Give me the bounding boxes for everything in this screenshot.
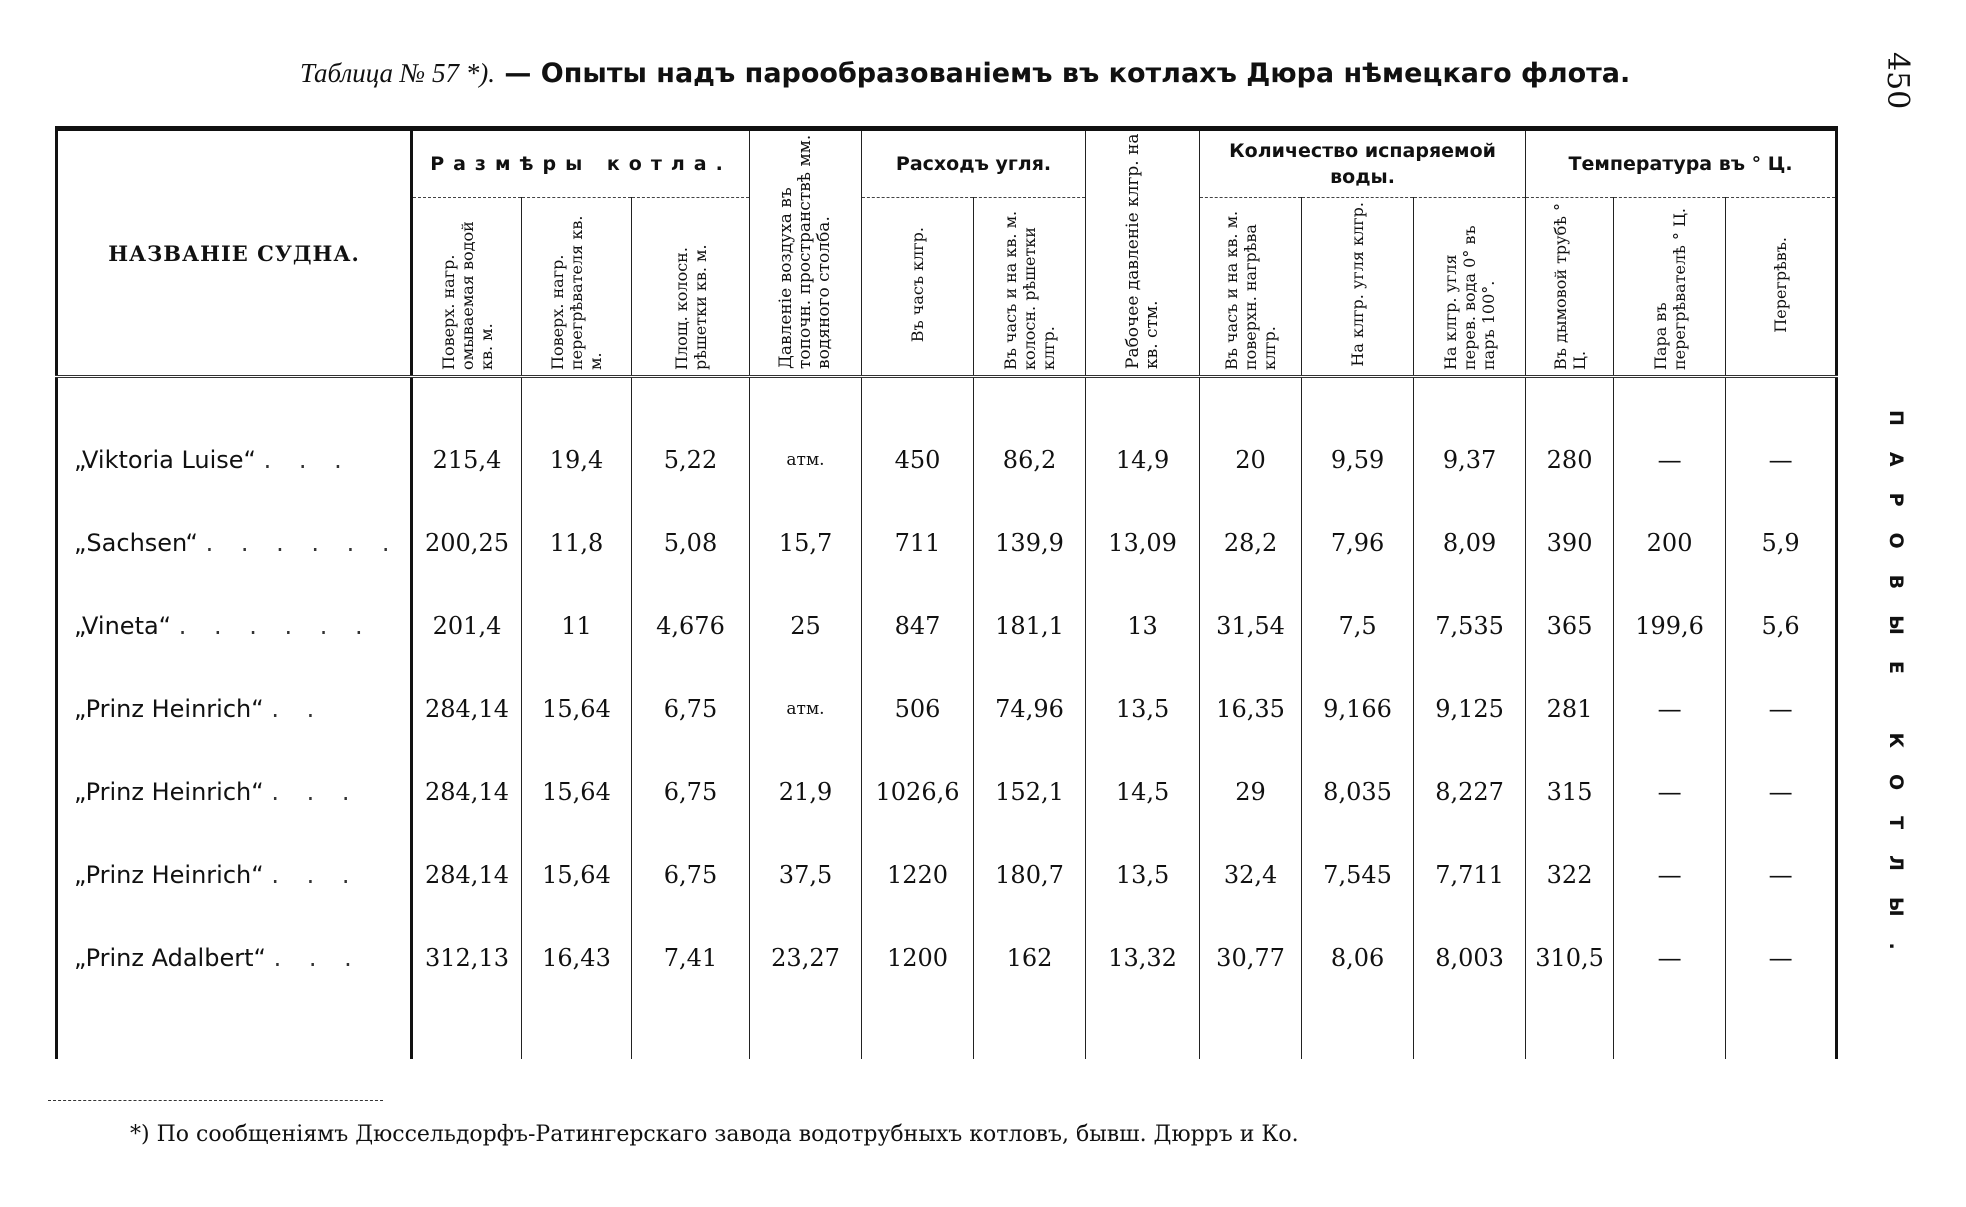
table-title <box>300 58 1680 89</box>
cell-coal-per-grate: 139,9 <box>974 501 1086 584</box>
cell-water-per-surface: 28,2 <box>1200 501 1302 584</box>
cell-water-converted: 7,535 <box>1414 584 1526 667</box>
cell-coal-per-hour: 506 <box>862 667 974 750</box>
water-evaporated-header: Количество испаряемой воды. <box>1200 129 1526 198</box>
cell-superheat: 5,9 <box>1726 501 1837 584</box>
cell-heat-surface: 284,14 <box>412 667 522 750</box>
cell-superheat: — <box>1726 833 1837 916</box>
table-row <box>57 584 1837 667</box>
cell-water-per-coal: 9,166 <box>1302 667 1414 750</box>
cell-steam-temp: — <box>1614 418 1726 501</box>
cell-grate-area: 7,41 <box>632 916 750 999</box>
cell-air-pressure: 25 <box>750 584 862 667</box>
cell-grate-area: 6,75 <box>632 750 750 833</box>
cell-water-per-surface: 32,4 <box>1200 833 1302 916</box>
cell-water-per-coal: 7,96 <box>1302 501 1414 584</box>
cell-coal-per-grate: 162 <box>974 916 1086 999</box>
coal-per-grate-header: Въ часъ и на кв. м. колосн. рѣшетки клгр. <box>974 198 1086 377</box>
footnote-divider <box>48 1100 383 1101</box>
cell-coal-per-hour: 450 <box>862 418 974 501</box>
coal-per-hour-header: Въ часъ клгр. <box>862 198 974 377</box>
coal-consumption-header: Расходъ угля. <box>862 129 1086 198</box>
cell-water-converted: 7,711 <box>1414 833 1526 916</box>
cell-grate-area: 5,22 <box>632 418 750 501</box>
cell-steam-temp: — <box>1614 667 1726 750</box>
cell-superheat: — <box>1726 418 1837 501</box>
cell-grate-area: 5,08 <box>632 501 750 584</box>
steam-generation-table <box>55 126 1838 1059</box>
cell-steam-temp: 200 <box>1614 501 1726 584</box>
cell-water-converted: 8,227 <box>1414 750 1526 833</box>
cell-heat-surface: 312,13 <box>412 916 522 999</box>
superheat-header: Перегрѣвъ. <box>1726 198 1837 377</box>
cell-heat-surface: 284,14 <box>412 833 522 916</box>
running-head: ПАРОВЫЕ КОТЛЫ. <box>1885 410 1907 976</box>
cell-coal-per-hour: 1200 <box>862 916 974 999</box>
table-caption: — Опыты надъ парообразованіемъ въ котлахъ Дюра нѣмецкаго флота. <box>495 58 1631 89</box>
cell-superheater-surface: 15,64 <box>522 833 632 916</box>
steam-temp-header: Пара въ перегрѣвателѣ ° Ц. <box>1614 198 1726 377</box>
cell-working-pressure: 13,5 <box>1086 833 1200 916</box>
cell-water-per-surface: 16,35 <box>1200 667 1302 750</box>
table-spacer <box>57 999 1837 1059</box>
cell-air-pressure: атм. <box>750 667 862 750</box>
cell-heat-surface: 201,4 <box>412 584 522 667</box>
cell-superheater-surface: 19,4 <box>522 418 632 501</box>
cell-superheater-surface: 16,43 <box>522 916 632 999</box>
cell-superheater-surface: 15,64 <box>522 667 632 750</box>
working-pressure-header: Рабочее давленіе клгр. на кв. стм. <box>1086 129 1200 377</box>
smoke-temp-header: Въ дымовой трубѣ ° Ц. <box>1526 198 1614 377</box>
cell-working-pressure: 13,09 <box>1086 501 1200 584</box>
footnote: *) По сообщеніямъ Дюссельдорфъ-Ратингерскаго завода водотрубныхъ котловъ, бывш. Дюрръ и Ко. <box>130 1122 1299 1147</box>
data-table-container <box>55 126 1835 1059</box>
air-pressure-header: Давленіе воздуха въ топочн. пространствѣ мм. водяного столба. <box>750 129 862 377</box>
cell-superheat: — <box>1726 750 1837 833</box>
cell-superheat: — <box>1726 916 1837 999</box>
cell-working-pressure: 13 <box>1086 584 1200 667</box>
cell-steam-temp: 199,6 <box>1614 584 1726 667</box>
cell-water-per-surface: 29 <box>1200 750 1302 833</box>
cell-coal-per-grate: 86,2 <box>974 418 1086 501</box>
cell-smoke-temp: 281 <box>1526 667 1614 750</box>
cell-grate-area: 4,676 <box>632 584 750 667</box>
cell-water-per-surface: 31,54 <box>1200 584 1302 667</box>
cell-smoke-temp: 365 <box>1526 584 1614 667</box>
cell-coal-per-hour: 1026,6 <box>862 750 974 833</box>
heat-surface-header: Поверх. нагр. омываемая водой кв. м. <box>412 198 522 377</box>
cell-water-converted: 8,09 <box>1414 501 1526 584</box>
cell-coal-per-grate: 152,1 <box>974 750 1086 833</box>
table-row <box>57 916 1837 999</box>
cell-water-per-coal: 7,5 <box>1302 584 1414 667</box>
cell-steam-temp: — <box>1614 916 1726 999</box>
page-number: 450 <box>1880 52 1915 110</box>
cell-working-pressure: 13,5 <box>1086 667 1200 750</box>
cell-heat-surface: 200,25 <box>412 501 522 584</box>
cell-water-per-coal: 9,59 <box>1302 418 1414 501</box>
water-per-surface-header: Въ часъ и на кв. м. поверхн. нагрѣва клгр. <box>1200 198 1302 377</box>
cell-coal-per-hour: 1220 <box>862 833 974 916</box>
ship-name: „Prinz Heinrich“ . . . <box>57 750 412 833</box>
cell-water-per-coal: 8,06 <box>1302 916 1414 999</box>
table-row <box>57 750 1837 833</box>
cell-water-per-coal: 7,545 <box>1302 833 1414 916</box>
water-converted-header: На клгр. угля перев. вода 0° въ паръ 100°. <box>1414 198 1526 377</box>
cell-smoke-temp: 315 <box>1526 750 1614 833</box>
cell-superheat: — <box>1726 667 1837 750</box>
cell-water-converted: 8,003 <box>1414 916 1526 999</box>
cell-grate-area: 6,75 <box>632 833 750 916</box>
cell-superheater-surface: 15,64 <box>522 750 632 833</box>
cell-water-per-surface: 30,77 <box>1200 916 1302 999</box>
ship-name: „Prinz Heinrich“ . . . <box>57 833 412 916</box>
ship-name: „Sachsen“ . . . . . . <box>57 501 412 584</box>
grate-area-header: Площ. колосн. рѣшетки кв. м. <box>632 198 750 377</box>
cell-working-pressure: 14,9 <box>1086 418 1200 501</box>
cell-air-pressure: атм. <box>750 418 862 501</box>
ship-name: „Prinz Adalbert“ . . . <box>57 916 412 999</box>
cell-superheater-surface: 11,8 <box>522 501 632 584</box>
cell-water-per-surface: 20 <box>1200 418 1302 501</box>
cell-air-pressure: 23,27 <box>750 916 862 999</box>
cell-smoke-temp: 390 <box>1526 501 1614 584</box>
cell-grate-area: 6,75 <box>632 667 750 750</box>
cell-coal-per-hour: 711 <box>862 501 974 584</box>
cell-coal-per-grate: 74,96 <box>974 667 1086 750</box>
cell-air-pressure: 15,7 <box>750 501 862 584</box>
water-per-coal-header: На клгр. угля клгр. <box>1302 198 1414 377</box>
cell-smoke-temp: 280 <box>1526 418 1614 501</box>
cell-superheater-surface: 11 <box>522 584 632 667</box>
superheater-surface-header: Поверх. нагр. перегрѣвателя кв. м. <box>522 198 632 377</box>
cell-smoke-temp: 322 <box>1526 833 1614 916</box>
cell-superheat: 5,6 <box>1726 584 1837 667</box>
ship-name: „Prinz Heinrich“ . . <box>57 667 412 750</box>
cell-working-pressure: 14,5 <box>1086 750 1200 833</box>
cell-air-pressure: 21,9 <box>750 750 862 833</box>
ship-name: „Viktoria Luise“ . . . <box>57 418 412 501</box>
temperature-header: Температура въ ° Ц. <box>1526 129 1837 198</box>
cell-air-pressure: 37,5 <box>750 833 862 916</box>
cell-coal-per-grate: 180,7 <box>974 833 1086 916</box>
table-row <box>57 833 1837 916</box>
cell-steam-temp: — <box>1614 833 1726 916</box>
table-spacer <box>57 377 1837 419</box>
cell-heat-surface: 284,14 <box>412 750 522 833</box>
cell-working-pressure: 13,32 <box>1086 916 1200 999</box>
cell-water-converted: 9,37 <box>1414 418 1526 501</box>
cell-water-converted: 9,125 <box>1414 667 1526 750</box>
table-row <box>57 418 1837 501</box>
table-row <box>57 501 1837 584</box>
cell-smoke-temp: 310,5 <box>1526 916 1614 999</box>
cell-water-per-coal: 8,035 <box>1302 750 1414 833</box>
ship-name-header: НАЗВАНІЕ СУДНА. <box>57 129 412 377</box>
ship-name: „Vineta“ . . . . . . <box>57 584 412 667</box>
table-number: Таблица № 57 *). <box>300 58 495 88</box>
cell-heat-surface: 215,4 <box>412 418 522 501</box>
table-row <box>57 667 1837 750</box>
cell-coal-per-grate: 181,1 <box>974 584 1086 667</box>
cell-steam-temp: — <box>1614 750 1726 833</box>
boiler-dimensions-header: Размѣры котла. <box>412 129 750 198</box>
cell-coal-per-hour: 847 <box>862 584 974 667</box>
